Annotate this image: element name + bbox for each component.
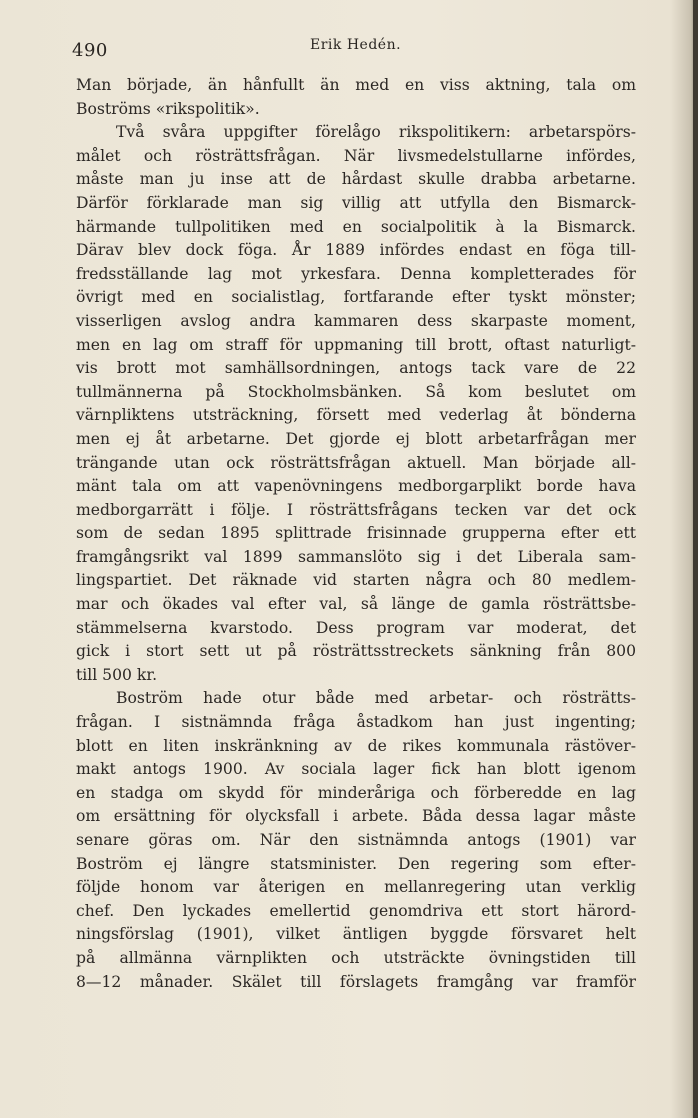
text-line: 8—12 månader. Skälet till förslagets framgång var framför: [76, 972, 636, 991]
text-line: Därav blev dock föga. År 1889 infördes endast en föga till-: [76, 241, 636, 260]
running-head: Erik Hedén.: [310, 37, 402, 53]
text-line: övrigt med en socialistlag, fortfarande efter tyskt mönster;: [76, 288, 636, 307]
text-line: mar och ökades val efter val, så länge de gamla rösträttsbe-: [76, 595, 636, 614]
text-line: ningsförslag (1901), vilket äntligen byggde försvaret helt: [76, 925, 636, 944]
text-line: lingspartiet. Det räknade vid starten några och 80 medlem-: [76, 571, 636, 590]
text-line: på allmänna värnplikten och utsträckte övningstiden till: [76, 948, 636, 967]
text-line: målet och rösträttsfrågan. När livsmedelstullarne infördes,: [76, 146, 636, 165]
text-line: stämmelserna kvarstodo. Dess program var moderat, det: [76, 618, 636, 637]
text-line: härmande tullpolitiken med en socialpolitik à la Bismarck.: [76, 217, 636, 236]
text-line: gick i stort sett ut på rösträttsstreckets sänkning från 800: [76, 642, 636, 661]
text-line: följde honom var återigen en mellanregering utan verklig: [76, 878, 636, 897]
text-line: framgångsrikt val 1899 sammanslöto sig i det Liberala sam-: [76, 547, 636, 566]
text-line: vis brott mot samhällsordningen, antogs tack vare de 22: [76, 359, 636, 378]
text-line: visserligen avslog andra kammaren dess skarpaste moment,: [76, 311, 636, 330]
page-number: 490: [72, 40, 108, 61]
text-line: Man började, än hånfullt än med en viss aktning, tala om: [76, 76, 636, 94]
text-line: Boström ej längre statsminister. Den regering som efter-: [76, 854, 636, 873]
text-line: men en lag om straff för uppmaning till brott, oftast naturligt-: [76, 335, 636, 354]
text-line: medborgarrätt i följe. I rösträttsfrågans tecken var det ock: [76, 500, 636, 519]
text-line: senare göras om. När den sistnämnda antogs (1901) var: [76, 831, 636, 849]
body-text: [76, 74, 636, 994]
text-line: till 500 kr.: [76, 665, 158, 684]
text-line: värnpliktens utsträckning, försett med vederlag åt bönderna: [76, 406, 636, 425]
page-edge: [693, 0, 698, 1118]
text-line: mänt tala om att vapenövningens medborgarplikt borde hava: [76, 477, 636, 496]
text-line: blott en liten inskränkning av de rikes kommunala rästöver-: [76, 736, 636, 755]
text-line: Därför förklarade man sig villig att utfylla den Bismarck-: [76, 193, 636, 212]
text-line: Boström hade otur både med arbetar- och rösträtts-: [116, 689, 636, 708]
text-line: en stadga om skydd för minderåriga och förberedde en lag: [76, 783, 636, 802]
text-line: makt antogs 1900. Av sociala lager fick han blott igenom: [76, 760, 636, 779]
text-line: fredsställande lag mot yrkesfara. Denna kompletterades för: [76, 264, 636, 283]
text-line: tullmännerna på Stockholmsbänken. Så kom beslutet om: [76, 382, 636, 401]
text-line: Boströms «rikspolitik».: [76, 99, 260, 118]
text-line: om ersättning för olycksfall i arbete. Båda dessa lagar måste: [76, 807, 636, 826]
text-line: trängande utan ock rösträttsfrågan aktuell. Man började all-: [76, 453, 636, 472]
page-header: [72, 36, 642, 62]
text-line: chef. Den lyckades emellertid genomdriva ett stort härord-: [76, 901, 636, 920]
text-line: måste man ju inse att de hårdast skulle drabba arbetarne.: [76, 170, 636, 189]
text-line: men ej åt arbetarne. Det gjorde ej blott arbetarfrågan mer: [76, 429, 636, 448]
text-line: som de sedan 1895 splittrade frisinnade grupperna efter ett: [76, 524, 636, 543]
text-line: Två svåra uppgifter förelågo rikspolitikern: arbetarspörs-: [116, 123, 636, 142]
text-line: frågan. I sistnämnda fråga åstadkom han just ingenting;: [76, 713, 636, 732]
